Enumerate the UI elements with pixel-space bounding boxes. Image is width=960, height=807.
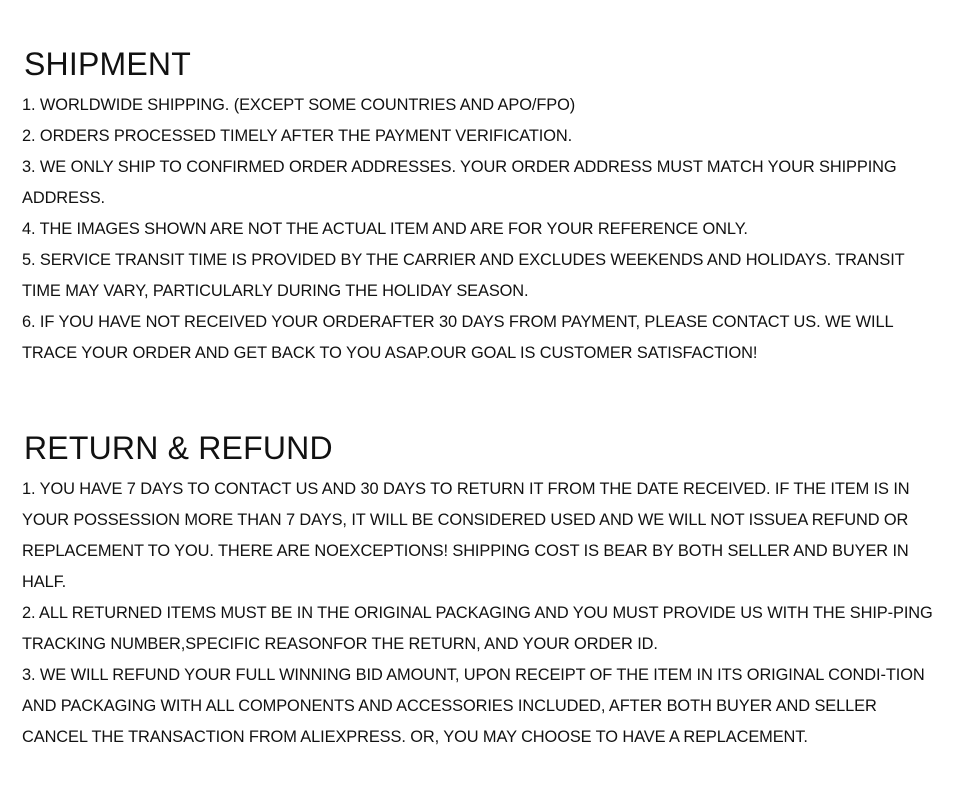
shipment-item: 5. SERVICE TRANSIT TIME IS PROVIDED BY THE CARRIER AND EXCLUDES WEEKENDS AND HOLIDAYS. TRANSIT TIME MAY VARY, PARTICULARLY DURING THE HOLIDAY SEASON. <box>22 251 905 300</box>
return-refund-section <box>22 428 942 753</box>
return-refund-item: 1. YOU HAVE 7 DAYS TO CONTACT US AND 30 DAYS TO RETURN IT FROM THE DATE RECEIVED. IF THE ITEM IS IN YOUR POSSESSION MORE THAN 7 DAYS, IT WILL BE CONSIDERED USED AND WE WILL NOT ISSUEA REFUND OR REPLACEMENT TO YOU. THERE ARE NOEXCEPTIONS! SHIPPING COST IS BEAR BY BOTH SELLER AND BUYER IN HALF. <box>22 480 910 591</box>
return-refund-item: 3. WE WILL REFUND YOUR FULL WINNING BID AMOUNT, UPON RECEIPT OF THE ITEM IN ITS ORIGINAL CONDI-TION AND PACKAGING WITH ALL COMPONENTS AND ACCESSORIES INCLUDED, AFTER BOTH BUYER AND SELLER CANCEL THE TRANSACTION FROM ALIEXPRESS. OR, YOU MAY CHOOSE TO HAVE A REPLACEMENT. <box>22 666 925 746</box>
shipment-item: 4. THE IMAGES SHOWN ARE NOT THE ACTUAL ITEM AND ARE FOR YOUR REFERENCE ONLY. <box>22 220 748 238</box>
shipment-item: 1. WORLDWIDE SHIPPING. (EXCEPT SOME COUNTRIES AND APO/FPO) <box>22 96 576 114</box>
return-refund-item: 2. ALL RETURNED ITEMS MUST BE IN THE ORIGINAL PACKAGING AND YOU MUST PROVIDE US WITH THE SHIP-PING TRACKING NUMBER,SPECIFIC REASONFOR THE RETURN, AND YOUR ORDER ID. <box>22 604 933 653</box>
shipment-heading: SHIPMENT <box>24 46 191 82</box>
shipment-item: 2. ORDERS PROCESSED TIMELY AFTER THE PAYMENT VERIFICATION. <box>22 127 573 145</box>
return-refund-heading: RETURN & REFUND <box>24 430 333 466</box>
shipment-item: 3. WE ONLY SHIP TO CONFIRMED ORDER ADDRESSES. YOUR ORDER ADDRESS MUST MATCH YOUR SHIPPING ADDRESS. <box>22 158 897 207</box>
shipment-item: 6. IF YOU HAVE NOT RECEIVED YOUR ORDERAFTER 30 DAYS FROM PAYMENT, PLEASE CONTACT US. WE WILL TRACE YOUR ORDER AND GET BACK TO YOU ASAP.OUR GOAL IS CUSTOMER SATISFACTION! <box>22 313 893 362</box>
shipment-section <box>22 44 942 369</box>
shipment-list <box>22 90 942 369</box>
return-refund-list <box>22 474 942 753</box>
